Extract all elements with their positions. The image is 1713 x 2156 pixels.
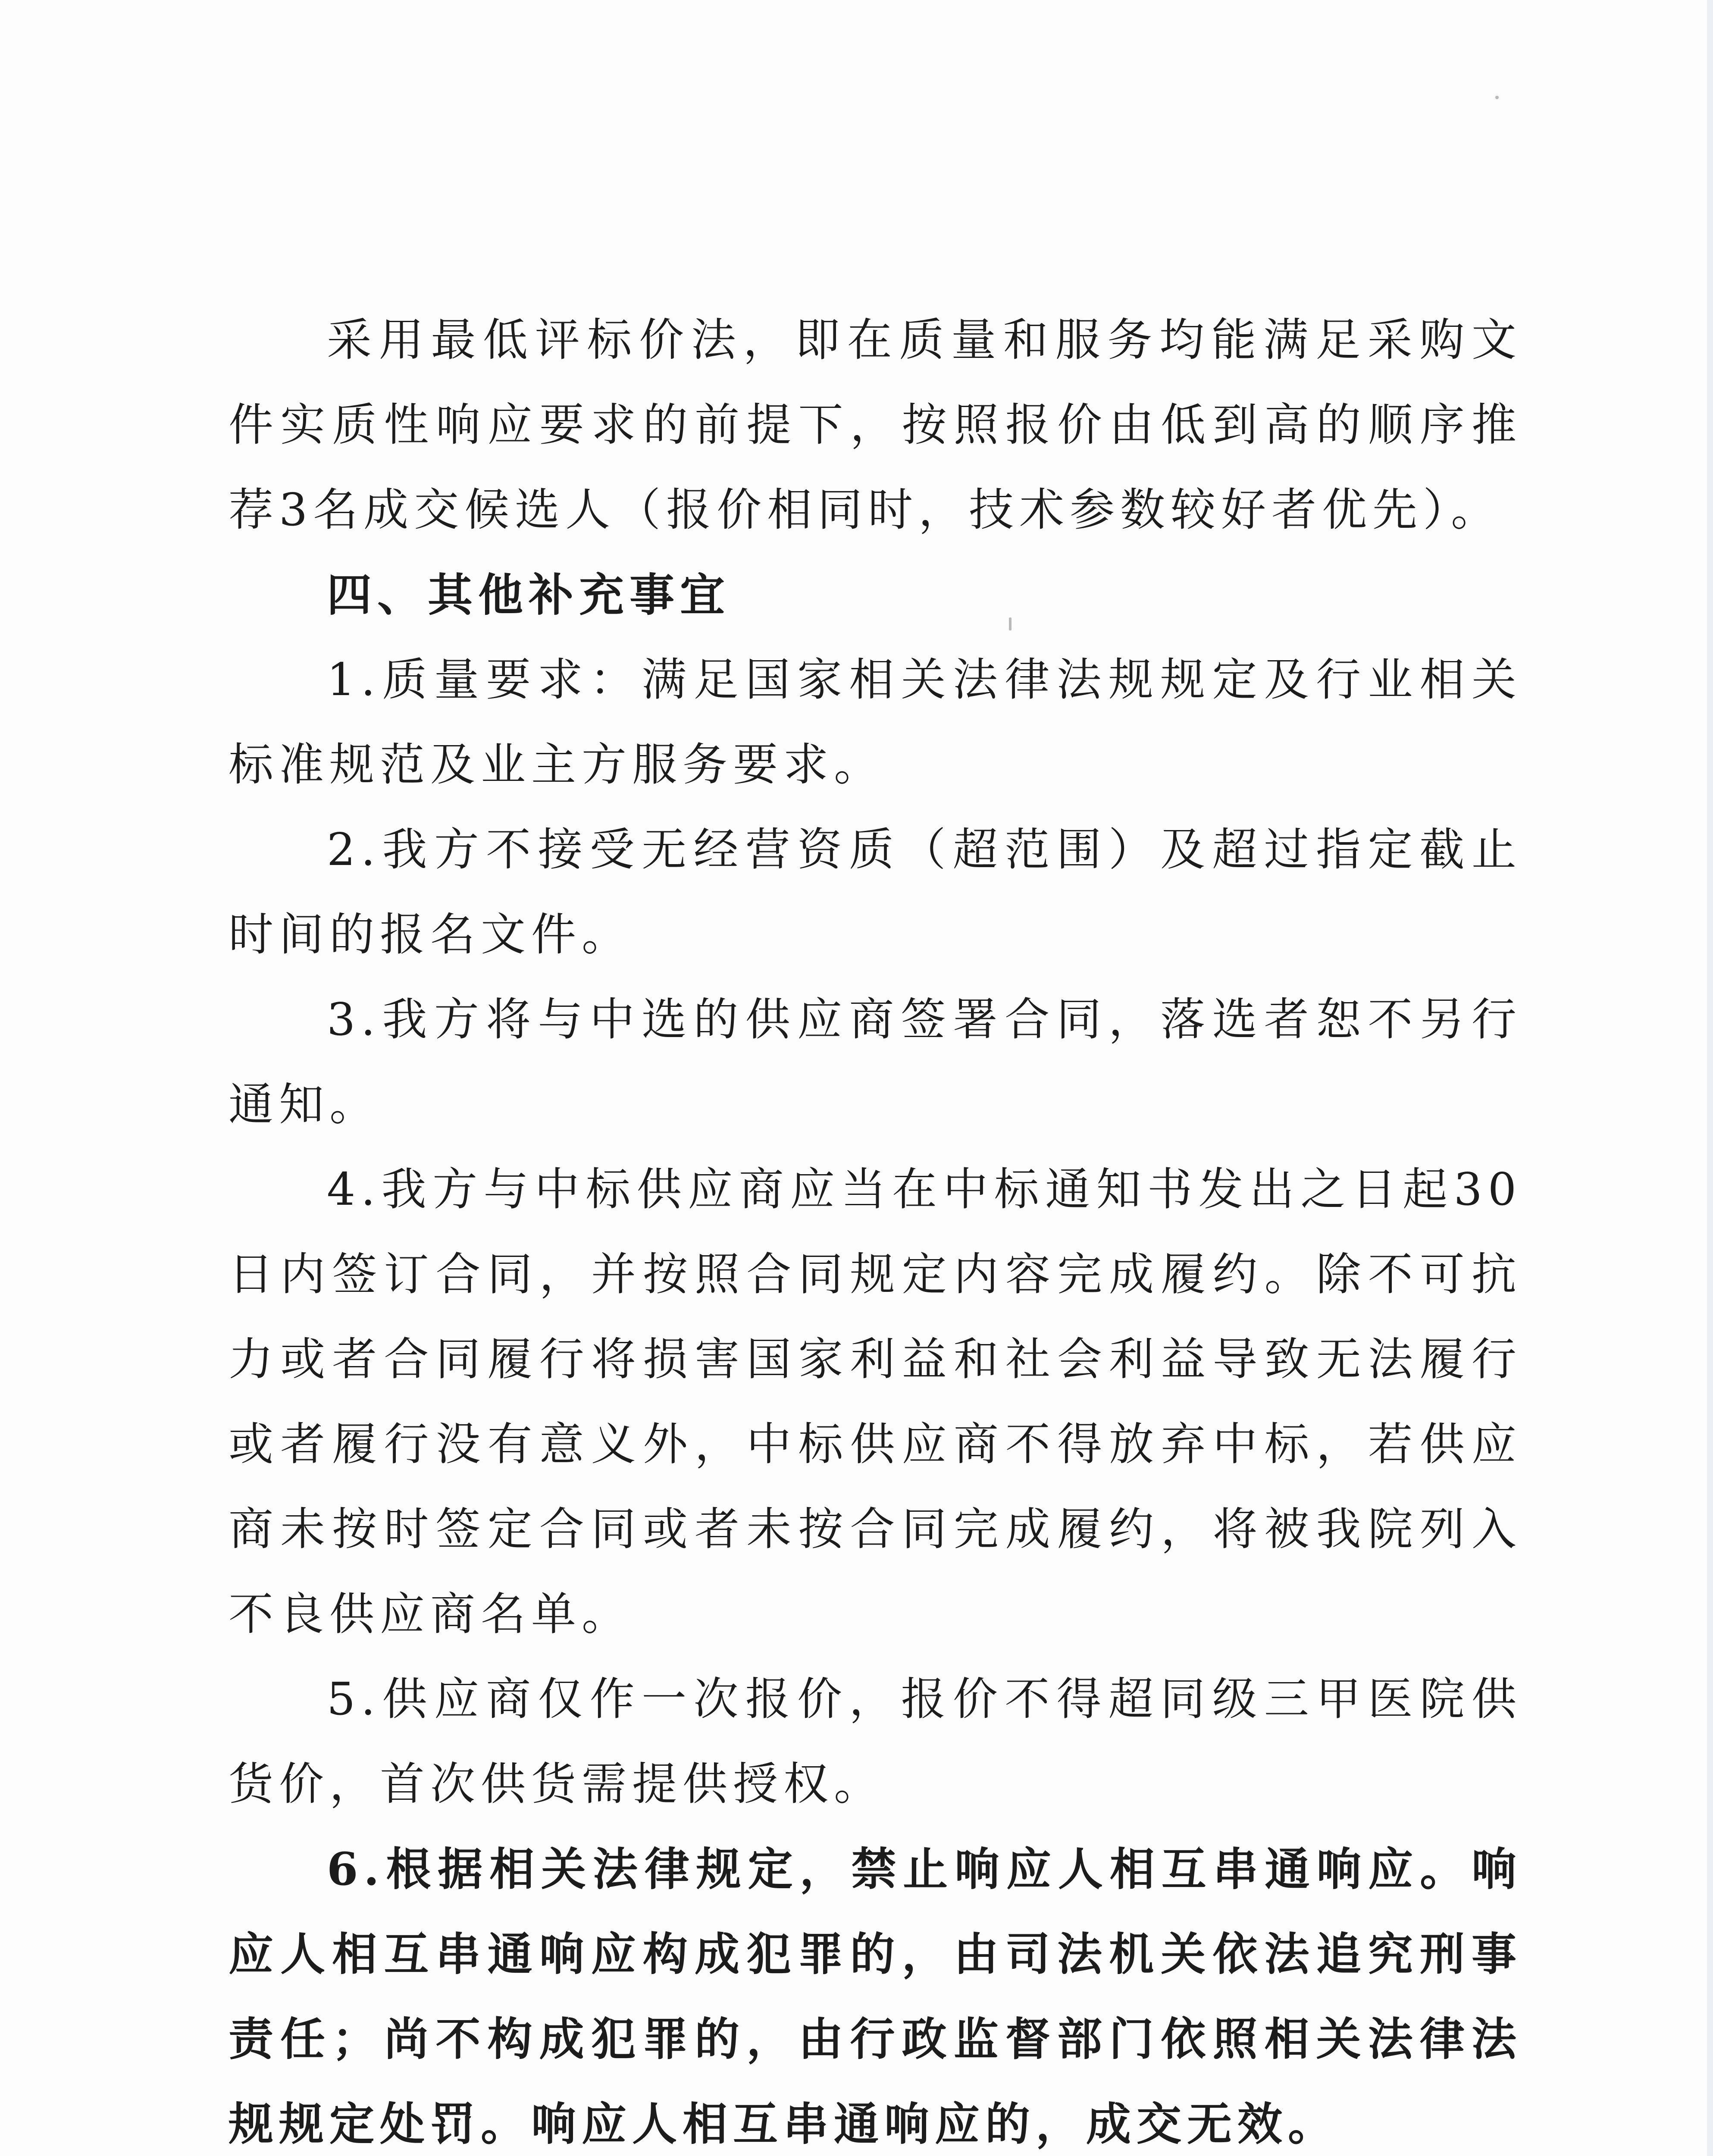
- item-3-contract: 3.我方将与中选的供应商签署合同，落选者恕不另行通知。: [229, 993, 1522, 1131]
- scan-speck: [1495, 96, 1499, 99]
- document-body: [229, 298, 1522, 2156]
- item-5-quotation: 5.供应商仅作一次报价，报价不得超同级三甲医院供货价，首次供货需提供授权。: [229, 1673, 1522, 1810]
- item-6-collusion: 6.根据相关法律规定，禁止响应人相互串通响应。响应人相互串通响应构成犯罪的，由司法机关依法追究刑事责任；尚不构成犯罪的，由行政监督部门依照相关法律法规规定处罚。响应人相互串通响应的，成交无效。: [229, 1843, 1522, 2150]
- paragraph-evaluation-method: 采用最低评标价法，即在质量和服务均能满足采购文件实质性响应要求的前提下，按照报价由低到高的顺序推荐3名成交候选人（报价相同时，技术参数较好者优先）。: [229, 313, 1522, 536]
- section-four-heading: 四、其他补充事宜: [327, 568, 731, 621]
- item-4-signing: 4.我方与中标供应商应当在中标通知书发出之日起30日内签订合同，并按照合同规定内容完成履约。除不可抗力或者合同履行将损害国家利益和社会利益导致无法履行或者履行没有意义外，中标供应商不得放弃中标，若供应商未按时签定合同或者未按合同完成履约，将被我院列入不良供应商名单。: [229, 1163, 1522, 1640]
- scan-edge-right: [1707, 0, 1713, 2156]
- item-1-quality: 1.质量要求：满足国家相关法律法规规定及行业相关标准规范及业主方服务要求。: [229, 653, 1522, 791]
- item-2-qualification: 2.我方不接受无经营资质（超范围）及超过指定截止时间的报名文件。: [229, 823, 1522, 961]
